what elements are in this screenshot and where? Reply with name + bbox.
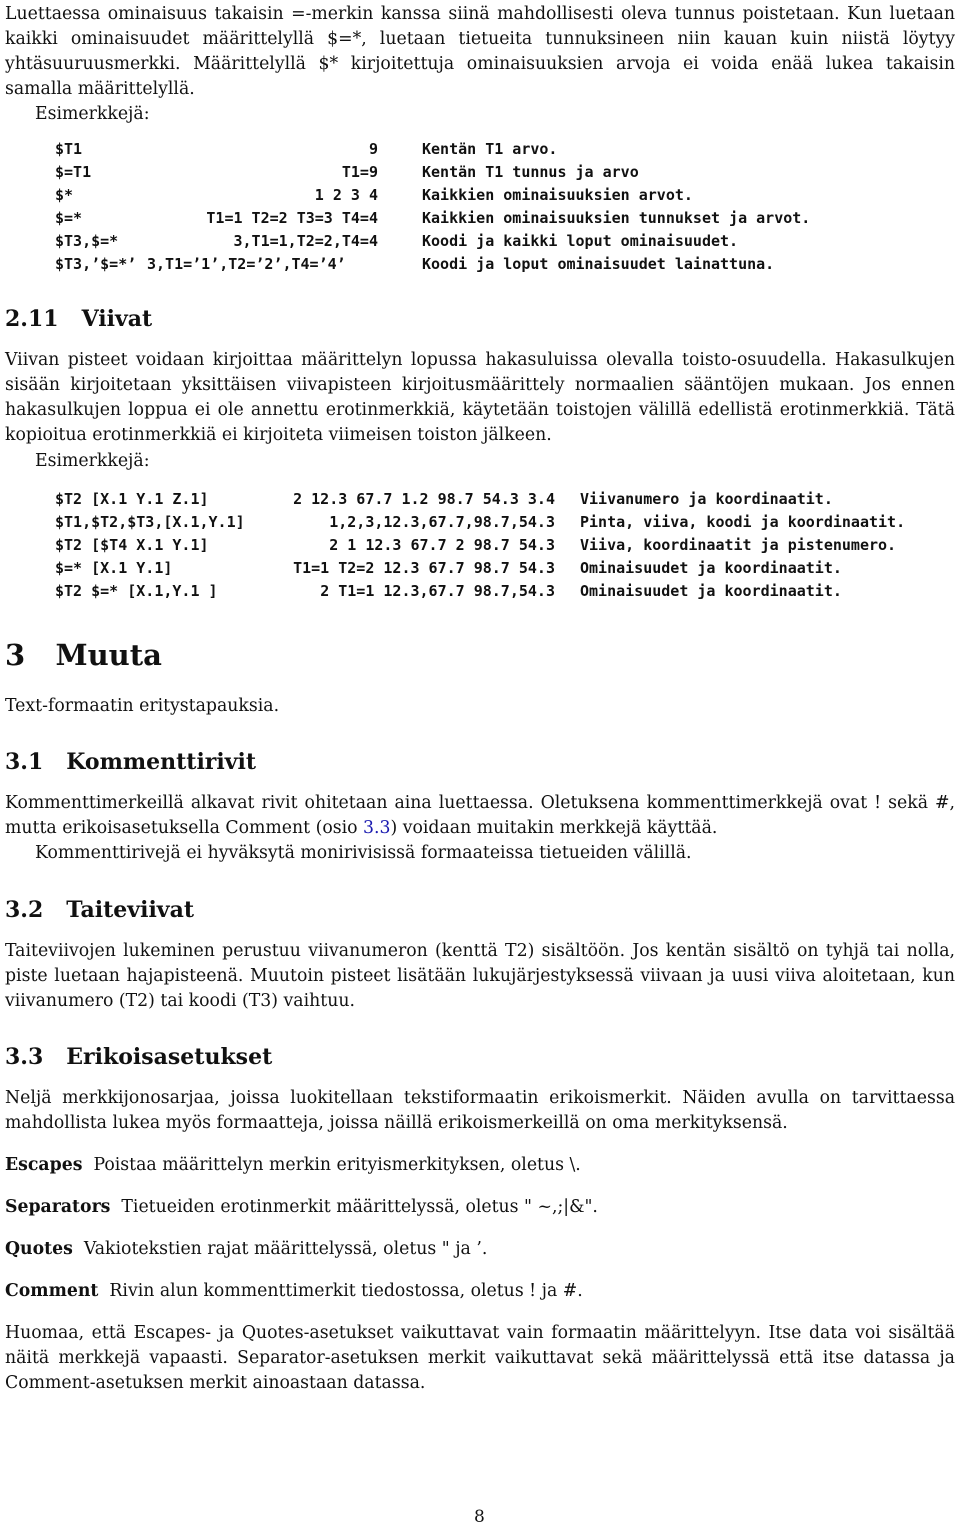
example-value: 3,T1=’1’,T2=’2’,T4=’4’ [147,255,346,273]
example-desc: Pinta, viiva, koodi ja koordinaatit. [580,513,906,531]
comments-paragraph [5,791,955,841]
definition-term: Quotes [5,1239,73,1259]
example-code: $=* [55,209,83,227]
examples-label: Esimerkkejä: [35,451,150,471]
examples-label: Esimerkkejä: [35,104,150,124]
section-number: 2.11 [5,306,59,332]
example-desc: Ominaisuudet ja koordinaatit. [580,559,842,577]
example-desc: Kentän T1 tunnus ja arvo [422,163,639,181]
comments-text: Kommenttimerkeillä alkavat rivit ohitetaan aina luettaessa. Oletuksena kommenttimerkkejä ovat ! sekä #, mutta erikoisasetuksella Comment (osio [5,793,955,838]
comments-paragraph-2: Kommenttirivejä ei hyväksytä monirivisissä formaateissa tietueiden välillä. [35,843,692,863]
example-desc: Koodi ja kaikki loput ominaisuudet. [422,232,739,250]
section-heading-3-1 [5,749,256,775]
example-desc: Viivanumero ja koordinaatit. [580,490,833,508]
definition-text: Vakiotekstien rajat määrittelyssä, oletus " ja ’. [83,1239,488,1259]
section-title: Kommenttirivit [66,749,257,775]
example-code: $T2 [X.1 Y.1 Z.1] [55,490,209,508]
example-value: 3,T1=1,T2=2,T4=4 [233,232,378,250]
example-value: 1,2,3,12.3,67.7,98.7,54.3 [329,513,555,531]
settings-note-paragraph: Huomaa, että Escapes- ja Quotes-asetukset vaikuttavat vain formaatin määrittelyyn. Itse data voi sisältää näitä merkkejä vapaasti. Separator-asetuksen merkit vaikuttavat sekä määrittelyssä että itse datassa ja Comment-asetuksen merkit ainoastaan datassa. [5,1323,955,1393]
example-code: $T3,$=* [55,232,119,250]
definition-text: Rivin alun kommenttimerkit tiedostossa, oletus ! ja #. [109,1281,583,1301]
example-code: $T2 [$T4 X.1 Y.1] [55,536,209,554]
example-desc: Viiva, koordinaatit ja pistenumero. [580,536,897,554]
comments-text-end: ) voidaan muitakin merkkejä käyttää. [390,818,718,838]
section-number: 3.3 [5,1044,44,1070]
section-title: Viivat [81,306,153,332]
example-desc: Ominaisuudet ja koordinaatit. [580,582,842,600]
example-value: T1=9 [341,163,378,181]
intro-paragraph: Luettaessa ominaisuus takaisin =-merkin kanssa siinä mahdollisesti oleva tunnus poistetaan. Kun luetaan kaikki ominaisuudet määrittelyllä $=*, luetaan tietueita tunnuksineen niin kauan kuin niistä löytyy yhtäsuuruusmerkki. Määrittelyllä $* kirjoitettuja ominaisuuksien arvoja ei voida enää lukea takaisin samalla määrittelyllä. [5,4,955,99]
section-heading-3 [5,638,162,672]
example-code: $T1,$T2,$T3,[X.1,Y.1] [55,513,245,531]
definition-term: Separators [5,1197,111,1217]
definition-comment [5,1279,583,1304]
misc-intro: Text-formaatin eritystapauksia. [5,696,280,716]
example-desc: Kaikkien ominaisuuksien tunnukset ja arvot. [422,209,811,227]
example-code: $=T1 [55,163,92,181]
example-value: 2 1 12.3 67.7 2 98.7 54.3 [329,536,555,554]
definition-separators [5,1195,598,1220]
example-value: T1=1 T2=2 T3=3 T4=4 [206,209,378,227]
example-value: T1=1 T2=2 12.3 67.7 98.7 54.3 [293,559,555,577]
example-code: $T3,’$=*’ [55,255,137,273]
example-desc: Koodi ja loput ominaisuudet lainattuna. [422,255,775,273]
section-heading-3-2 [5,897,194,923]
definition-term: Escapes [5,1155,83,1175]
example-value: 2 T1=1 12.3,67.7 98.7,54.3 [320,582,555,600]
definition-term: Comment [5,1281,99,1301]
lines-paragraph: Viivan pisteet voidaan kirjoittaa määrittelyn lopussa hakasuluissa olevalla toisto-osuudella. Hakasulkujen sisään kirjoitetaan yksittäisen viivapisteen kirjoitusmäärittely normaalien sääntöjen mukaan. Jos ennen hakasulkujen loppua ei ole annettu erotinmerkkiä, käytetään toistojen välillä edellistä erotinmerkkiä. Tätä kopioitua erotinmerkkiä ei kirjoiteta viimeisen toiston jälkeen. [5,350,955,445]
example-value: 2 12.3 67.7 1.2 98.7 54.3 3.4 [293,490,555,508]
section-heading-2-11 [5,306,152,332]
section-number: 3.1 [5,749,44,775]
example-desc: Kaikkien ominaisuuksien arvot. [422,186,693,204]
breaklines-paragraph: Taiteviivojen lukeminen perustuu viivanumeron (kenttä T2) sisältöön. Jos kentän sisältö on tyhjä tai nolla, piste luetaan hajapisteenä. Muutoin pisteet lisätään lukujärjestyksessä viivaan ja uusi viiva aloitetaan, kun viivanumero (T2) tai koodi (T3) vaihtuu. [5,941,955,1011]
example-code: $* [55,186,74,204]
section-heading-3-3 [5,1044,272,1070]
page-number: 8 [474,1507,485,1527]
section-number: 3.2 [5,897,44,923]
special-settings-paragraph: Neljä merkkijonosarjaa, joissa luokitellaan tekstiformaatin erikoismerkit. Näiden avulla on tarvittaessa mahdollista lukea myös formaatteja, joissa näillä erikoismerkeillä on oma merkityksensä. [5,1088,955,1133]
section-number: 3 [5,638,26,672]
definition-text: Poistaa määrittelyn merkin erityismerkityksen, oletus \. [93,1155,581,1175]
definition-text: Tietueiden erotinmerkit määrittelyssä, oletus " ~,;|&". [121,1197,598,1217]
section-title: Muuta [55,638,162,672]
example-code: $=* [X.1 Y.1] [55,559,173,577]
example-code: $T2 $=* [X.1,Y.1 ] [55,582,218,600]
definition-quotes [5,1237,487,1262]
example-value: 9 [368,140,378,158]
example-value: 1 2 3 4 [314,186,378,204]
section-title: Erikoisasetukset [66,1044,273,1070]
section-link-3-3[interactable]: 3.3 [363,818,391,838]
example-code: $T1 [55,140,83,158]
definition-escapes [5,1153,581,1178]
example-desc: Kentän T1 arvo. [422,140,558,158]
section-title: Taiteviivat [66,897,195,923]
